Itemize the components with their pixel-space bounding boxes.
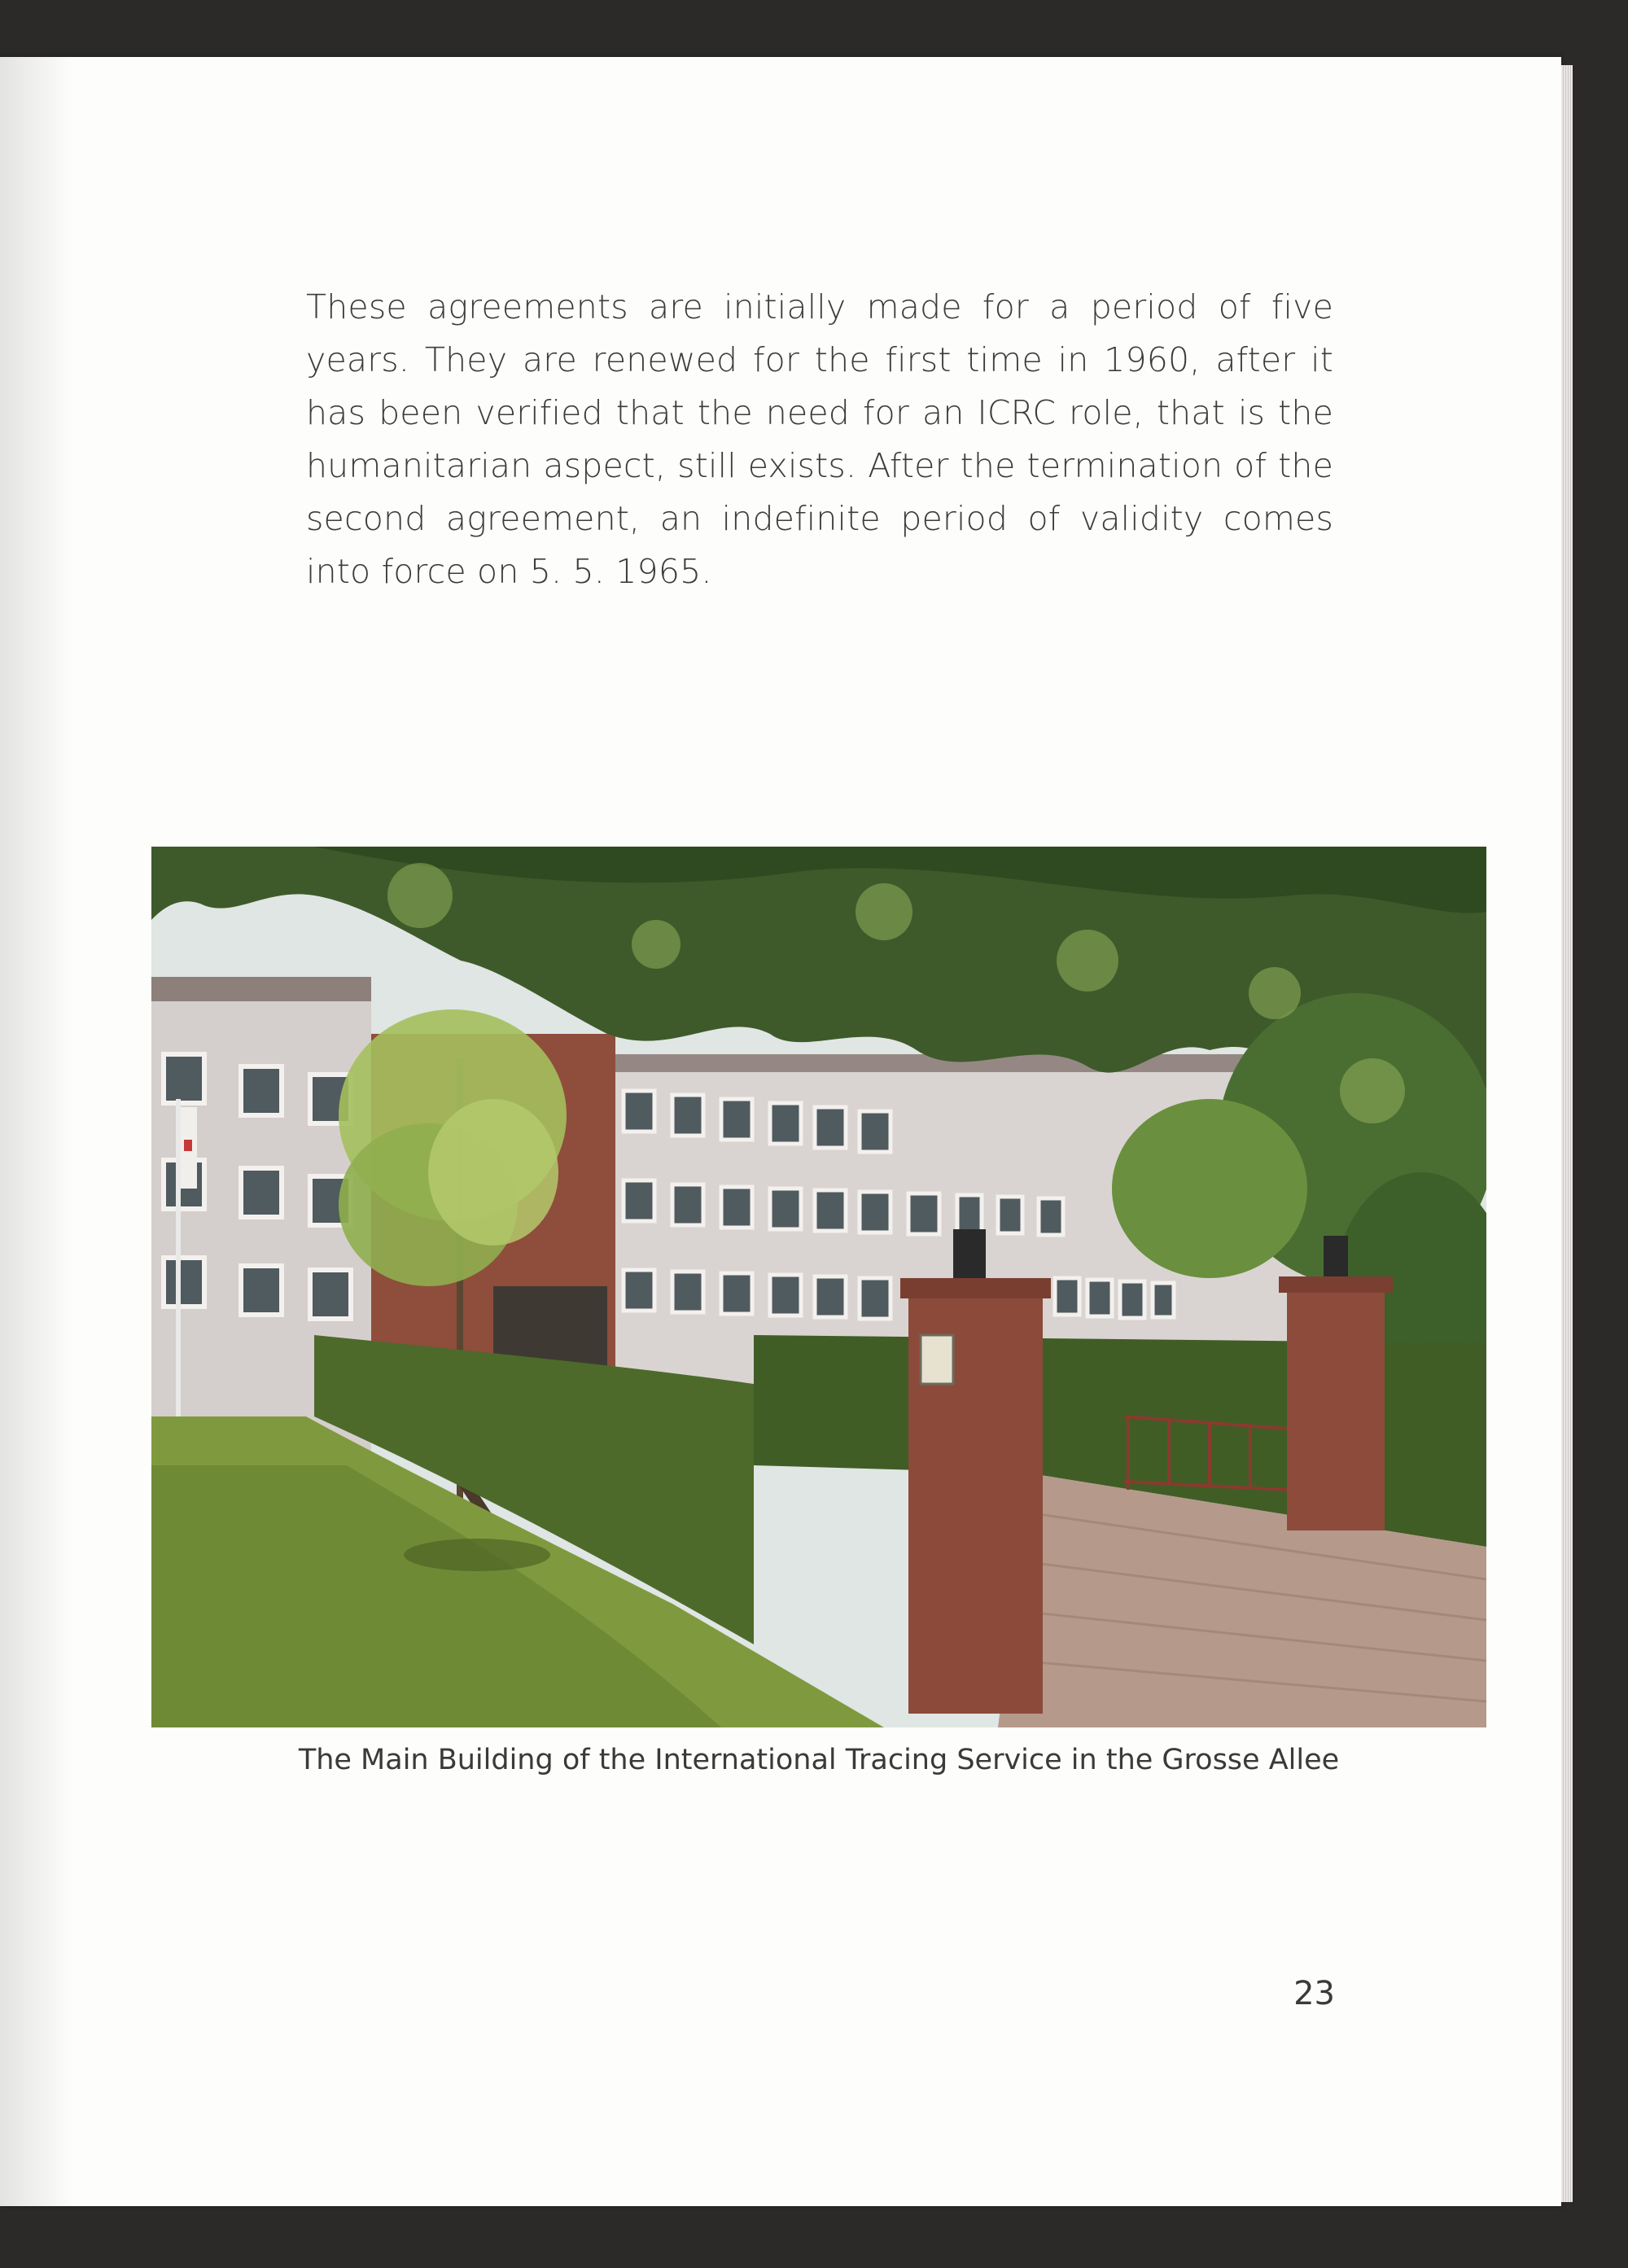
page-edges [1561,65,1573,2202]
photo-caption: The Main Building of the International Tracing Service in the Grosse Allee [298,1744,1340,1776]
page-number: 23 [1293,1975,1335,2012]
building-photo [151,847,1486,1727]
body-paragraph: These agreements are initially made for a period of five years. They are renewed for the first time in 1960, after it has been verified that the need for an ICRC role, that is the humanitarian aspect, still exists. After the termination of the second agreement, an indefinite period of validity comes into force on 5. 5. 1965. [306,287,1333,591]
gutter-shadow [0,57,73,2206]
